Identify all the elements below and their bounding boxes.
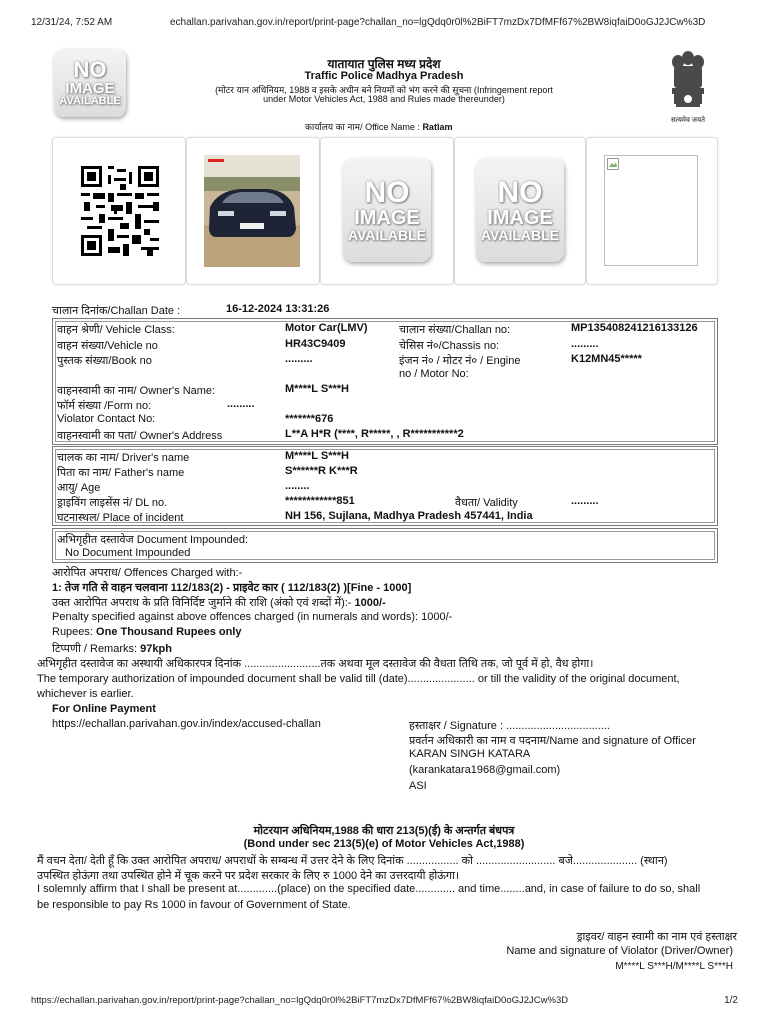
engine-value: K12MN45***** <box>571 353 642 365</box>
subtitle-line1: (मोटर यान अधिनियम, 1988 व इसके अधीन बने नियमों को भंग करने की सूचना (Infringement report <box>215 85 553 95</box>
validity-value: ......... <box>571 495 599 507</box>
print-datetime: 12/31/24, 7:52 AM <box>31 17 113 28</box>
office-name: कार्यालय का नाम/ Office Name : Ratlam <box>305 122 453 132</box>
engine-label: इंजन नं० / मोटर नं० / Engine <box>399 355 521 367</box>
hindi-title: यातायात पुलिस मध्य प्रदेश <box>327 57 441 71</box>
qr-code-icon <box>81 166 159 256</box>
vehicle-class-value: Motor Car(LMV) <box>285 322 368 334</box>
driver-name-value: M****L S***H <box>285 450 349 462</box>
bond-hindi-1: मैं वचन देता/ देती हूँ कि उक्त आरोपित अपराध/ अपराधों के सम्बन्ध में उत्तर देने के लिए दिनांक ................. को .......................... बजे..................... (स्थान) <box>37 855 668 867</box>
challan-no-label: चालान संख्या/Challan no: <box>399 324 511 336</box>
violator-hindi: ड्राइवर/ वाहन स्वामी का नाम एवं हस्ताक्षर <box>576 931 737 943</box>
age-label: आयु/ Age <box>57 482 101 494</box>
owner-address-label: वाहनस्वामी का पता/ Owner's Address <box>57 430 223 442</box>
qr-code-card <box>52 137 186 285</box>
impounded-label: अभिगृहीत दस्तावेज Document Impounded: <box>57 534 249 546</box>
chassis-label: चेसिस नं०/Chassis no: <box>399 340 500 352</box>
challan-no-value: MP135408241216133126 <box>571 322 698 334</box>
temporary-authorization-en-2: whichever is earlier. <box>37 688 134 700</box>
book-no-label: पुस्तक संख्या/Book no <box>57 355 152 367</box>
officer-name: KARAN SINGH KATARA <box>409 748 531 760</box>
challan-date-label: चालान दिनांक/Challan Date : <box>52 305 181 317</box>
driver-name-label: चालक का नाम/ Driver's name <box>57 452 190 464</box>
engine-label-line2: no / Motor No: <box>399 368 469 380</box>
impounded-box <box>52 528 718 563</box>
officer-designation-label: प्रवर्तन अधिकारी का नाम व पदनाम/Name and signature of Officer <box>409 735 696 747</box>
rupees-line: Rupees: One Thousand Rupees only <box>52 626 242 638</box>
owner-address-value: L**A H*R (****, R*****, , R***********2 <box>285 428 464 440</box>
emblem-icon <box>664 48 712 114</box>
book-no-value: ......... <box>285 353 313 365</box>
no-image-placeholder: NO IMAGE AVAILABLE <box>54 49 126 117</box>
temporary-authorization-en-1: The temporary authorization of impounded document shall be valid till (date)...................... or till the validity of the original document, <box>37 673 680 685</box>
vehicle-photo <box>204 155 300 267</box>
image-card-3 <box>320 137 454 285</box>
place-value: NH 156, Sujlana, Madhya Pradesh 457441, India <box>285 510 533 522</box>
age-value: ........ <box>285 480 310 492</box>
temporary-authorization-hindi: अभिगृहीत दस्तावेज का अस्थायी अधिकारपत्र दिनांक .........................तक अथवा मूल दस्तावेज की वैधता तिथि तक, जो पूर्व में हो, वैध होगा। <box>37 658 594 670</box>
penalty-english: Penalty specified against above offences charged (in numerals and words): 1000/- <box>52 611 453 623</box>
page-title: Traffic Police Madhya Pradesh <box>304 70 464 82</box>
subtitle-line2: under Motor Vehicles Act, 1988 and Rules made thereunder) <box>263 94 505 104</box>
impounded-value: No Document Impounded <box>65 547 191 559</box>
bond-title-hindi: मोटरयान अधिनियम,1988 की धारा 213(5)(ई) के अन्तर्गत बंधपत्र <box>253 825 515 837</box>
penalty-hindi: उक्त आरोपित अपराध के प्रति विनिर्दिष्ट जुर्माने की राशि (अंको एवं शब्दों में):- 1000/- <box>52 597 386 609</box>
broken-image-icon <box>607 158 619 170</box>
dl-no-value: ************851 <box>285 495 355 507</box>
no-image-placeholder: NO IMAGE AVAILABLE <box>343 158 431 262</box>
offence-item: 1: तेज गति से वाहन चलवाना 112/183(2) - प्राइवेट कार ( 112/183(2) )[Fine - 1000] <box>52 582 412 594</box>
challan-date-value: 16-12-2024 13:31:26 <box>226 303 330 315</box>
vehicle-details-box <box>52 318 718 445</box>
vehicle-photo-card <box>186 137 320 285</box>
owner-name-label: वाहनस्वामी का नाम/ Owner's Name: <box>57 385 216 397</box>
remarks-line: टिप्पणी / Remarks: 97kph <box>52 643 172 655</box>
validity-label: वैधता/ Validity <box>455 497 518 509</box>
print-url: echallan.parivahan.gov.in/report/print-page?challan_no=lgQdq0r0l%2BiFT7mzDx7DfMFf67%2BW8iqfaiD0oGJ2JCw%3D <box>170 17 706 28</box>
contact-label: Violator Contact No: <box>57 413 156 425</box>
image-card-4 <box>454 137 586 285</box>
bond-english-2: be responsible to pay Rs 1000 in favour of Government of State. <box>37 899 351 911</box>
no-image-placeholder: NO IMAGE AVAILABLE <box>476 158 564 262</box>
bond-hindi-2: उपस्थित होऊंगा तथा उपस्थित होने में चूक करने पर प्रदेश सरकार के लिए रु 1000 देने का उत्तरदायी होऊंगा। <box>37 870 460 882</box>
father-name-label: पिता का नाम/ Father's name <box>57 467 185 479</box>
emblem-motto: सत्यमेव जयते <box>670 117 706 124</box>
form-no-value: ......... <box>227 398 255 410</box>
online-payment-heading: For Online Payment <box>52 703 156 715</box>
vehicle-no-label: वाहन संख्या/Vehicle no <box>57 340 158 352</box>
officer-email: (karankatara1968@gmail.com) <box>409 764 561 776</box>
dl-no-label: ड्राइविंग लाइसेंस नं/ DL no. <box>57 497 168 509</box>
violator-name: M****L S***H/M****L S***H <box>615 961 733 972</box>
violator-label: Name and signature of Violator (Driver/Owner) <box>506 945 733 957</box>
chassis-value: ......... <box>571 338 599 350</box>
form-no-label: फॉर्म संख्या /Form no: <box>57 400 152 412</box>
officer-signature: हस्ताक्षर / Signature : .................................. <box>409 720 610 732</box>
contact-value: *******676 <box>285 413 334 425</box>
online-payment-link[interactable]: https://echallan.parivahan.gov.in/index/accused-challan <box>52 718 321 730</box>
father-name-value: S******R K***R <box>285 465 358 477</box>
offences-heading: आरोपित अपराध/ Offences Charged with:- <box>52 567 243 579</box>
vehicle-class-label: वाहन श्रेणी/ Vehicle Class: <box>57 324 175 336</box>
broken-image <box>604 155 698 266</box>
owner-name-value: M****L S***H <box>285 383 349 395</box>
print-footer-url: https://echallan.parivahan.gov.in/report/print-page?challan_no=lgQdq0r0l%2BiFT7mzDx7DfMFf67%2BW8iqfaiD0oGJ2JCw%3D <box>31 995 569 1006</box>
officer-rank: ASI <box>409 780 427 792</box>
bond-english-1: I solemnly affirm that I shall be present at.............(place) on the specified date............. and time........and, in case of failure to do so, shall <box>37 883 701 895</box>
national-emblem <box>664 48 712 123</box>
place-label: घटनास्थल/ Place of incident <box>57 512 184 524</box>
driver-details-box <box>52 446 718 526</box>
print-page-number: 1/2 <box>724 995 738 1006</box>
bond-title-english: (Bond under sec 213(5)(e) of Motor Vehicles Act,1988) <box>243 838 525 850</box>
image-card-5 <box>586 137 718 285</box>
vehicle-no-value: HR43C9409 <box>285 338 346 350</box>
